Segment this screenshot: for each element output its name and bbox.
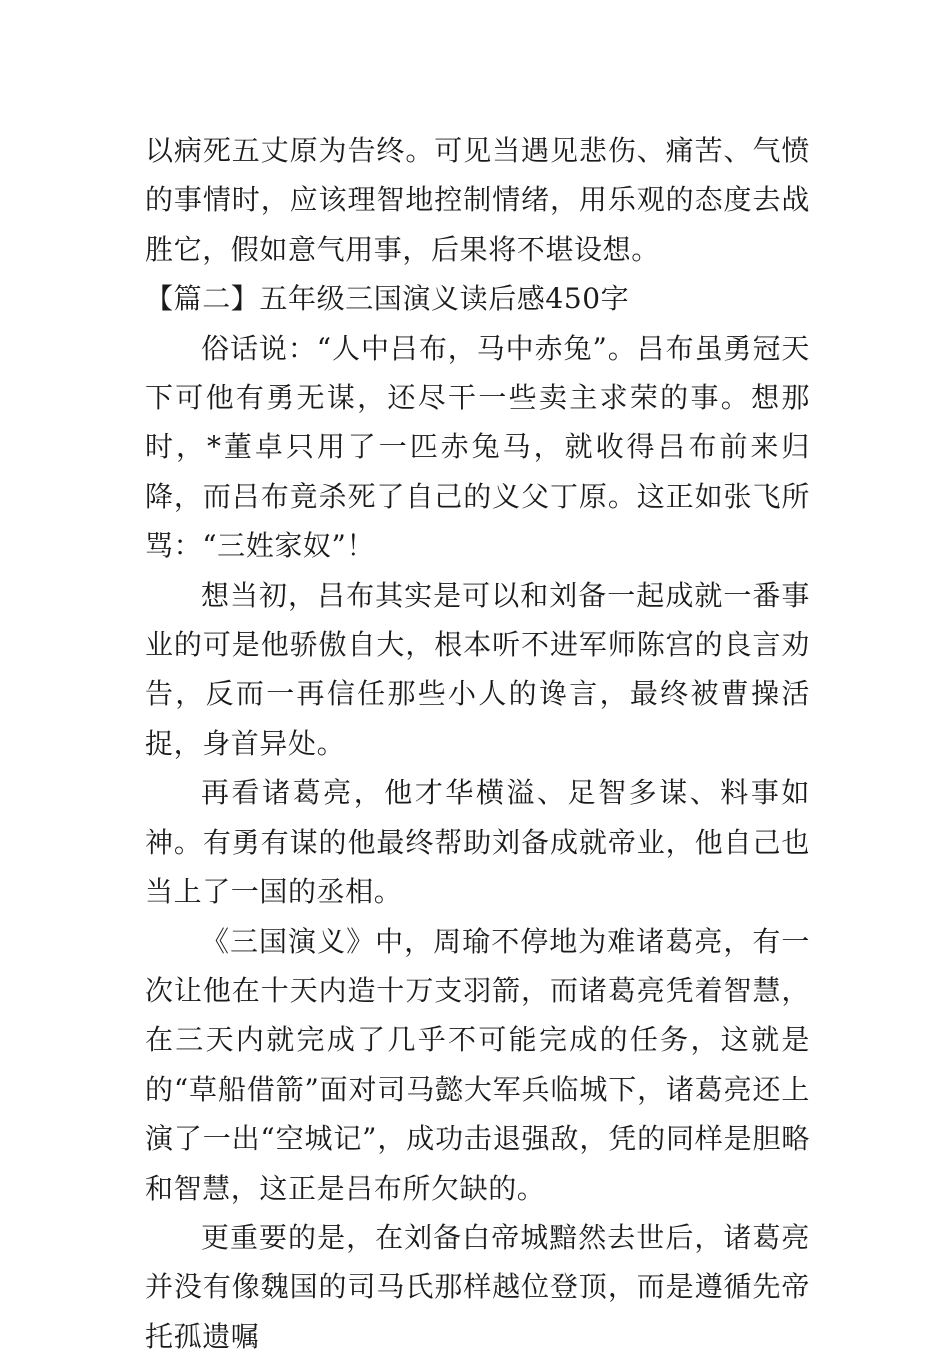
paragraph-2: 想当初，吕布其实是可以和刘备一起成就一番事业的可是他骄傲自大，根本听不进军师陈宫的良言劝告，反而一再信任那些小人的谗言，最终被曹操活捉，身首异处。 — [145, 578, 810, 760]
section-title: 【篇二】五年级三国演义读后感450字 — [145, 282, 630, 316]
document-body — [145, 126, 810, 1361]
continuation-paragraph: 以病死五丈原为告终。可见当遇见悲伤、痛苦、气愤的事情时，应该理智地控制情绪，用乐观的态度去战胜它，假如意气用事，后果将不堪设想。 — [145, 134, 810, 266]
paragraph-1: 俗话说：“人中吕布，马中赤兔”。吕布虽勇冠天下可他有勇无谋，还尽干一些卖主求荣的事。想那时，*董卓只用了一匹赤兔马，就收得吕布前来归降，而吕布竟杀死了自己的义父丁原。这正如张飞所骂：“三姓家奴”！ — [145, 331, 810, 563]
paragraph-5: 更重要的是，在刘备白帝城黯然去世后，诸葛亮并没有像魏国的司马氏那样越位登顶，而是遵循先帝托孤遗嘱 — [145, 1220, 810, 1353]
paragraph-4: 《三国演义》中，周瑜不停地为难诸葛亮，有一次让他在十天内造十万支羽箭，而诸葛亮凭着智慧，在三天内就完成了几乎不可能完成的任务，这就是的“草船借箭”面对司马懿大军兵临城下，诸葛亮还上演了一出“空城记”，成功击退强敌，凭的同样是胆略和智慧，这正是吕布所欠缺的。 — [145, 924, 810, 1205]
paragraph-3: 再看诸葛亮，他才华横溢、足智多谋、料事如神。有勇有谋的他最终帮助刘备成就帝业，他自己也当上了一国的丞相。 — [145, 776, 810, 909]
